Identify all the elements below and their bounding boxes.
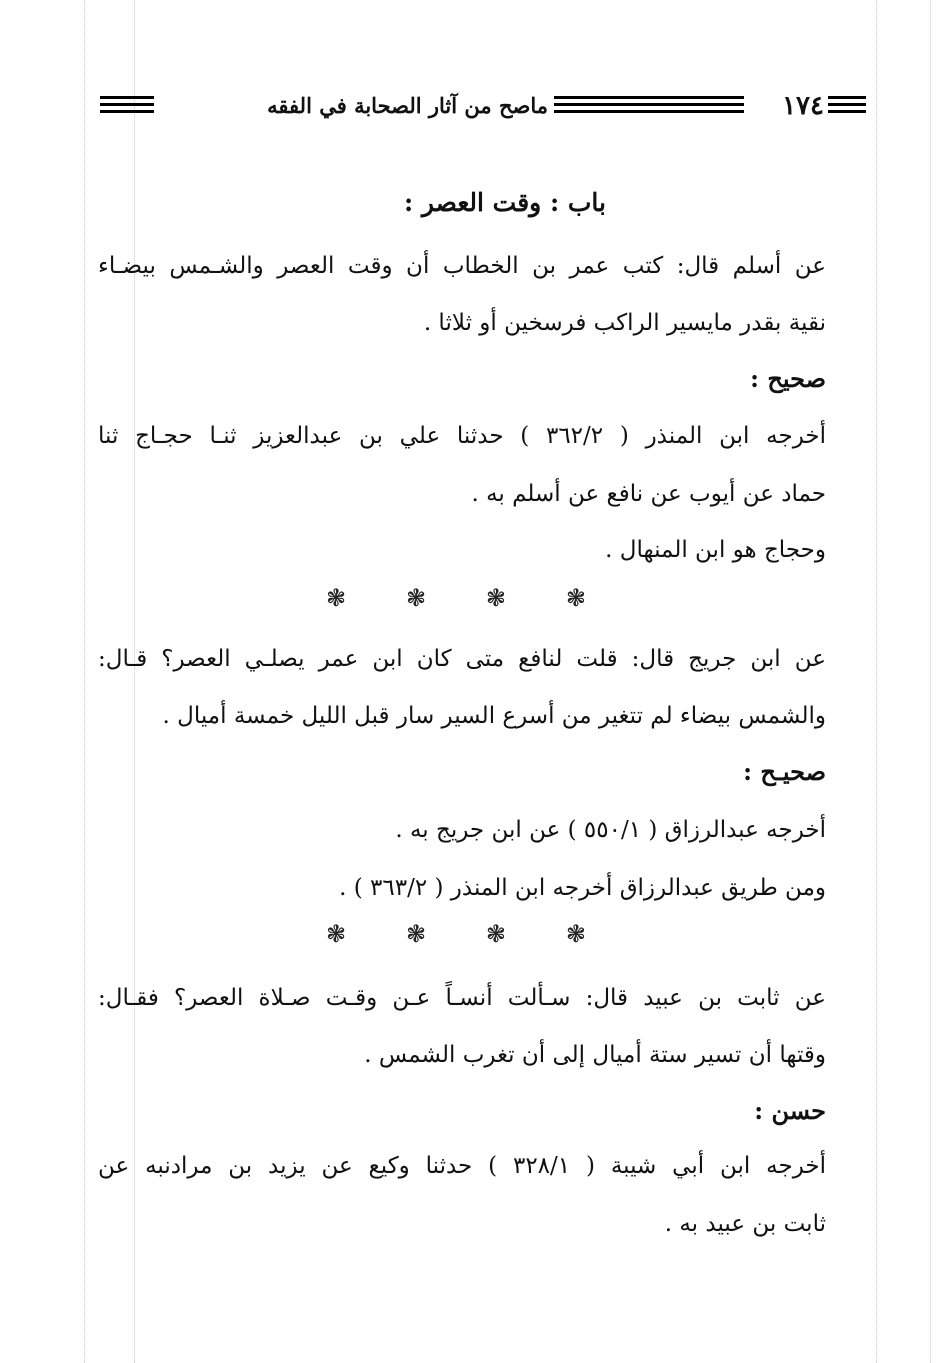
takhrij-line: وحجاج هو ابن المنهال .: [605, 537, 826, 563]
ornament-star-icon: ❃: [405, 920, 427, 948]
grade-label: صحيـح :: [743, 757, 826, 786]
ornament-star-icon: ❃: [565, 584, 586, 612]
ornament-star-icon: ❃: [405, 584, 427, 612]
scan-guide-line: [930, 0, 931, 1363]
narration-line: عن ثابت بن عبيد قال: سـألت أنسـاً عـن وقـت صـلاة العصر؟ فقـال:: [98, 985, 826, 1011]
ornament-divider: [326, 920, 586, 948]
header-rule: [554, 96, 744, 117]
ornament-divider: [326, 584, 586, 612]
takhrij-line: أخرجه ابن المنذر ( ٣٦٢/٢ ) حدثنا علي بن عبدالعزيز ثنـا حجـاج ثنا: [98, 423, 826, 449]
narration-line: وقتها أن تسير ستة أميال إلى أن تغرب الشمس .: [364, 1042, 826, 1068]
grade-label: صحيح :: [750, 364, 826, 393]
running-header: [96, 86, 866, 126]
narration-line: والشمس بيضاء لم تتغير من أسرع السير سار قبل الليل خمسة أميال .: [162, 703, 826, 729]
book-title: ماصح من آثار الصحابة في الفقه: [267, 93, 548, 118]
ornament-star-icon: ❃: [485, 584, 507, 612]
narration-line: عن أسلم قال: كتب عمر بن الخطاب أن وقت العصر والشـمس بيضـاء: [98, 253, 826, 279]
ornament-star-icon: ❃: [326, 584, 347, 612]
page-number: ١٧٤: [782, 91, 824, 121]
header-rule: [828, 96, 866, 117]
takhrij-line: أخرجه ابن أبي شيبة ( ٣٢٨/١ ) حدثنا وكيع عن يزيد بن مرادنبه عن: [98, 1153, 826, 1179]
section-title: باب : وقت العصر :: [403, 188, 606, 217]
takhrij-line: ومن طريق عبدالرزاق أخرجه ابن المنذر ( ٣٦٣/٢ ) .: [339, 875, 826, 901]
scan-guide-line: [876, 0, 877, 1363]
takhrij-line: حماد عن أيوب عن نافع عن أسلم به .: [471, 481, 826, 507]
ornament-star-icon: ❃: [565, 920, 586, 948]
grade-label: حسن :: [754, 1096, 826, 1125]
takhrij-line: أخرجه عبدالرزاق ( ٥٥٠/١ ) عن ابن جريج به .: [395, 817, 826, 843]
ornament-star-icon: ❃: [485, 920, 507, 948]
takhrij-line: ثابت بن عبيد به .: [664, 1211, 826, 1237]
ornament-star-icon: ❃: [326, 920, 347, 948]
scan-guide-line: [84, 0, 85, 1363]
narration-line: عن ابن جريج قال: قلت لنافع متى كان ابن عمر يصلـي العصر؟ قـال:: [98, 646, 826, 672]
narration-line: نقية بقدر مايسير الراكب فرسخين أو ثلاثا .: [423, 310, 826, 336]
header-rule: [100, 96, 154, 117]
